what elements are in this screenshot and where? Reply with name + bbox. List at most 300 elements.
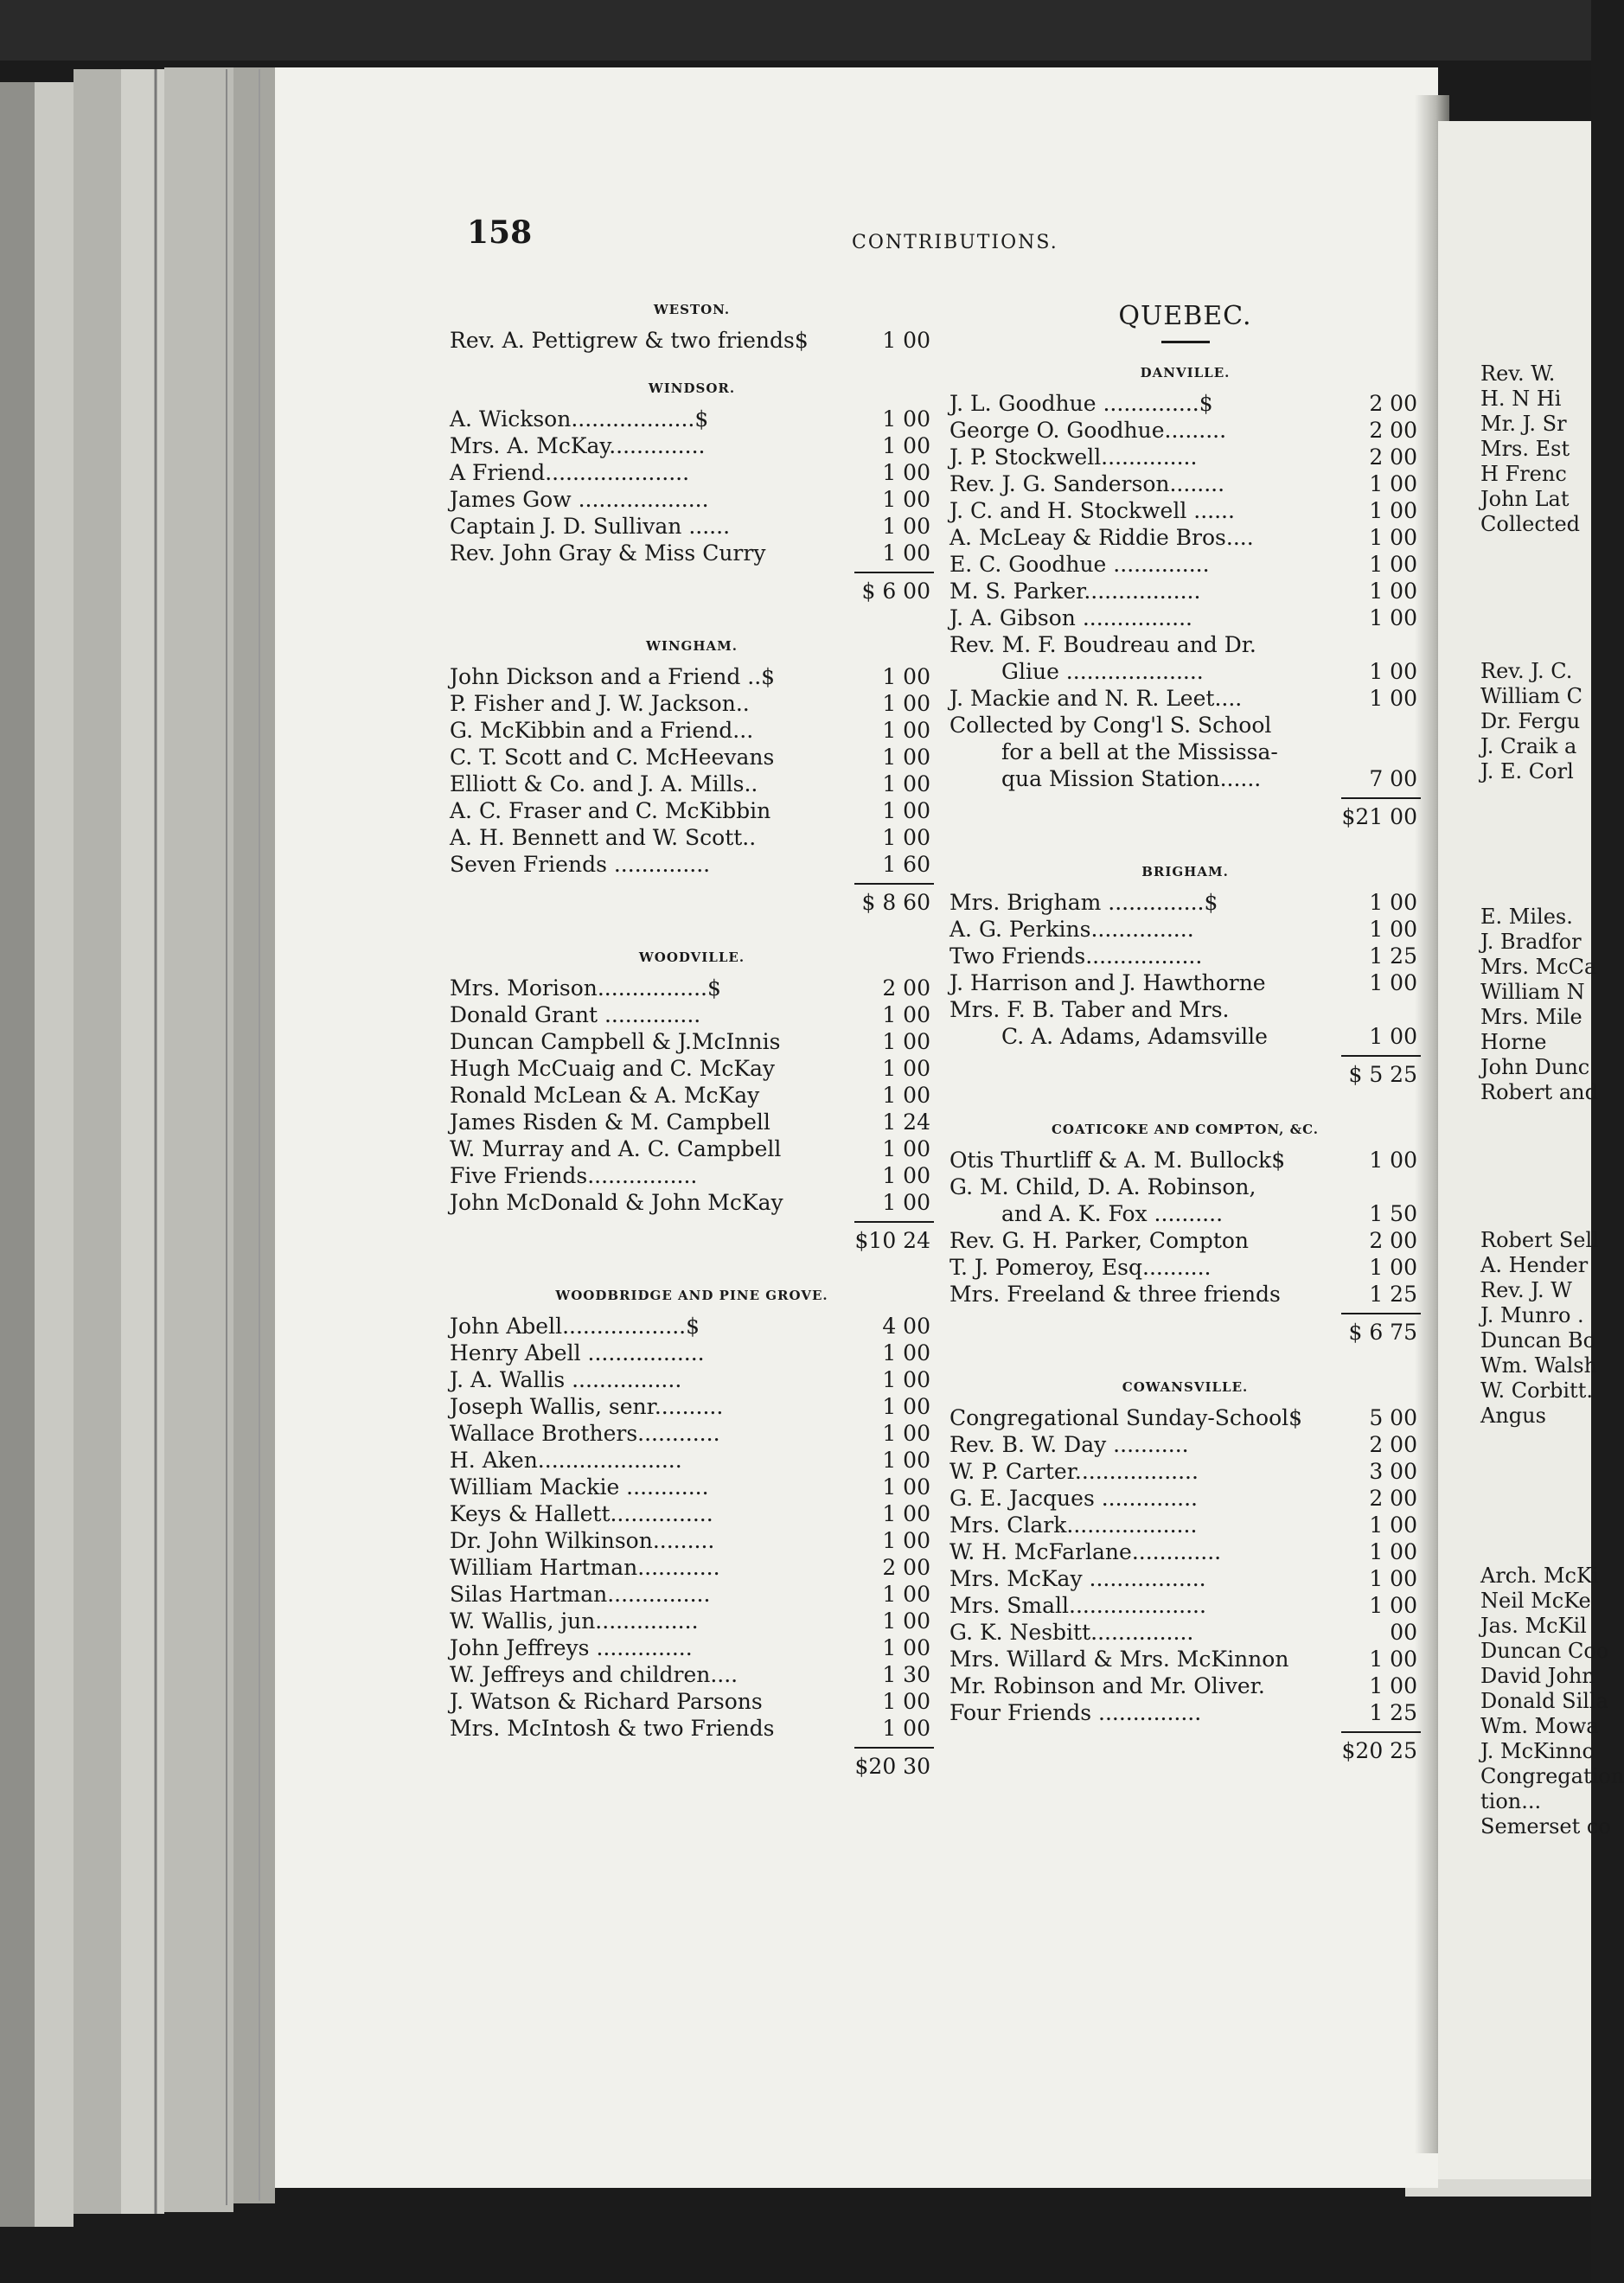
contributor-name: C. A. Adams, Adamsville xyxy=(1001,1024,1268,1049)
contribution-amount: 1 00 xyxy=(882,406,930,432)
section-heading: BRIGHAM. xyxy=(1141,864,1229,879)
contribution-row xyxy=(949,1592,1421,1619)
contributor-name: G. K. Nesbitt............... xyxy=(949,1620,1194,1645)
contribution-amount: 2 00 xyxy=(1369,444,1417,470)
facing-fragment-line: Mr. J. Sr xyxy=(1480,412,1567,436)
facing-fragment-line: J. E. Corl xyxy=(1480,759,1574,783)
contribution-row xyxy=(450,690,934,717)
contributor-name: Five Friends................ xyxy=(450,1163,698,1188)
contribution-row xyxy=(450,975,934,1001)
contribution-row xyxy=(450,327,934,354)
contribution-row xyxy=(949,765,1421,792)
contribution-row xyxy=(949,1619,1421,1646)
contributor-name: Rev. A. Pettigrew & two friends$ xyxy=(450,328,809,353)
facing-fragment-line: Rev. J. C. xyxy=(1480,659,1573,683)
contributor-name: Four Friends ............... xyxy=(949,1700,1202,1725)
contribution-amount: 1 00 xyxy=(882,1056,930,1081)
section-heading: DANVILLE. xyxy=(1140,365,1231,380)
contribution-row xyxy=(450,1393,934,1420)
contributor-name: Mrs. McIntosh & two Friends xyxy=(450,1716,775,1741)
facing-fragment-line: Semerset co xyxy=(1480,1814,1611,1839)
facing-fragment-line: Donald Silla xyxy=(1480,1689,1608,1713)
section-total: $ 6 00 xyxy=(861,579,930,604)
contributor-name: Mrs. McKay ................. xyxy=(949,1566,1206,1591)
contribution-amount: 1 00 xyxy=(1369,1255,1417,1280)
facing-fragment-line: Robert and xyxy=(1480,1080,1598,1104)
contributor-name: George O. Goodhue......... xyxy=(949,418,1227,443)
section-total: $20 30 xyxy=(854,1754,930,1779)
facing-fragment-line: W. Corbitt. xyxy=(1480,1378,1593,1403)
contribution-amount: 1 00 xyxy=(882,487,930,512)
contribution-amount: 2 00 xyxy=(1369,1486,1417,1511)
facing-fragment-line: Arch. McKi xyxy=(1480,1564,1599,1588)
contribution-amount: 1 00 xyxy=(882,1340,930,1365)
contribution-amount: 1 00 xyxy=(882,328,930,353)
right-column xyxy=(949,292,1421,1788)
contribution-row xyxy=(949,497,1421,524)
section-spacer xyxy=(949,1095,1421,1112)
contributor-name: Donald Grant .............. xyxy=(450,1002,701,1027)
contribution-amount: 1 00 xyxy=(1369,1673,1417,1698)
contribution-row xyxy=(949,1431,1421,1458)
facing-fragment-line: Wm. Mowa xyxy=(1480,1714,1599,1738)
contribution-row xyxy=(450,432,934,459)
total-rule xyxy=(854,1747,934,1749)
facing-fragment-line: Horne xyxy=(1480,1030,1547,1054)
contribution-row xyxy=(949,1404,1421,1431)
contribution-row xyxy=(949,524,1421,551)
contribution-row xyxy=(949,444,1421,470)
contribution-row xyxy=(949,1458,1421,1485)
contribution-row xyxy=(949,685,1421,712)
contribution-amount: 1 00 xyxy=(882,1501,930,1526)
contributor-name: Elliott & Co. and J. A. Mills.. xyxy=(450,771,758,796)
contributor-name: James Gow ................... xyxy=(450,487,709,512)
facing-fragment-line: Congregation xyxy=(1480,1764,1624,1788)
section-total: $21 00 xyxy=(1341,804,1417,829)
contribution-row xyxy=(450,1001,934,1028)
running-head: CONTRIBUTIONS. xyxy=(852,232,1058,253)
facing-fragment-line: Mrs. Mile xyxy=(1480,1005,1582,1029)
section-spacer xyxy=(949,1353,1421,1370)
contribution-row xyxy=(450,663,934,690)
section-spacer xyxy=(450,611,934,629)
contribution-amount: 1 00 xyxy=(882,433,930,458)
contributor-name: G. McKibbin and a Friend... xyxy=(450,718,754,743)
facing-fragment-line: E. Miles. xyxy=(1480,905,1573,929)
section-total: $ 6 75 xyxy=(1348,1320,1417,1345)
facing-fragment-line: William N xyxy=(1480,980,1585,1004)
contribution-amount: 1 00 xyxy=(1369,605,1417,630)
contributor-name: Silas Hartman............... xyxy=(450,1582,711,1607)
contribution-amount: 1 00 xyxy=(882,514,930,539)
contribution-row xyxy=(450,1109,934,1135)
contributor-name: A. Wickson..................$ xyxy=(450,406,709,432)
contribution-row xyxy=(450,717,934,744)
section-heading: WOODBRIDGE AND PINE GROVE. xyxy=(555,1288,828,1303)
contribution-amount: 1 00 xyxy=(1369,552,1417,577)
contribution-amount: 1 00 xyxy=(1369,1593,1417,1618)
total-rule xyxy=(1341,1731,1421,1733)
contribution-amount: 1 00 xyxy=(882,460,930,485)
contributor-name: James Risden & M. Campbell xyxy=(450,1110,770,1135)
contributor-name: Mrs. Small.................... xyxy=(949,1593,1206,1618)
facing-fragment-group-4 xyxy=(1480,1228,1599,1429)
contribution-row xyxy=(450,459,934,486)
contribution-amount: 1 00 xyxy=(882,1136,930,1161)
total-rule xyxy=(854,572,934,573)
contributor-name: J. C. and H. Stockwell ...... xyxy=(949,498,1235,523)
contributor-name: J. P. Stockwell.............. xyxy=(949,444,1198,470)
contribution-row xyxy=(450,1688,934,1715)
contributor-name: Mrs. Clark................... xyxy=(949,1512,1198,1538)
contributor-name: Henry Abell ................. xyxy=(450,1340,705,1365)
contribution-row xyxy=(450,540,934,566)
section-heading: WINGHAM. xyxy=(645,638,738,654)
contributor-name: Collected by Cong'l S. School xyxy=(949,713,1272,738)
contribution-amount: 1 00 xyxy=(1369,1512,1417,1538)
contribution-row xyxy=(450,1162,934,1189)
facing-fragment-line: Jas. McKil xyxy=(1480,1614,1587,1638)
total-rule xyxy=(854,1221,934,1223)
contribution-row xyxy=(949,739,1421,765)
contributor-name: Rev. G. H. Parker, Compton xyxy=(949,1228,1250,1253)
contributor-name: A. H. Bennett and W. Scott.. xyxy=(450,825,757,850)
contribution-amount: 1 50 xyxy=(1369,1201,1417,1226)
section-spacer xyxy=(450,1787,934,1804)
contributor-name: Joseph Wallis, senr.......... xyxy=(450,1394,724,1419)
contribution-amount: 2 00 xyxy=(1369,1228,1417,1253)
section-spacer xyxy=(450,1261,934,1278)
contributor-name: Rev. M. F. Boudreau and Dr. xyxy=(949,632,1256,657)
contributor-name: J. Harrison and J. Hawthorne xyxy=(949,970,1266,995)
contribution-amount: 1 60 xyxy=(882,852,930,877)
contributor-name: J. Watson & Richard Parsons xyxy=(450,1689,763,1714)
contribution-amount: 1 00 xyxy=(882,1421,930,1446)
contributor-name: Otis Thurtliff & A. M. Bullock$ xyxy=(949,1148,1286,1173)
contributor-name: Rev. John Gray & Miss Curry xyxy=(450,540,766,566)
facing-fragment-line: A. Hender xyxy=(1480,1253,1589,1277)
contribution-row xyxy=(450,486,934,513)
contribution-amount: 1 00 xyxy=(1369,579,1417,604)
facing-fragment-line: tion... xyxy=(1480,1789,1542,1813)
contribution-amount: 1 00 xyxy=(1369,498,1417,523)
contributor-name: C. T. Scott and C. McHeevans xyxy=(450,745,775,770)
contribution-row xyxy=(450,1581,934,1608)
contributor-name: Wallace Brothers............ xyxy=(450,1421,720,1446)
contribution-row xyxy=(949,1565,1421,1592)
contributor-name: J. A. Wallis ................ xyxy=(450,1367,682,1392)
contribution-amount: 4 00 xyxy=(882,1314,930,1339)
contribution-row xyxy=(450,1634,934,1661)
total-rule xyxy=(1341,1313,1421,1314)
contributor-name: John McDonald & John McKay xyxy=(450,1190,783,1215)
contribution-amount: 1 00 xyxy=(882,745,930,770)
contribution-amount: 1 00 xyxy=(1369,1539,1417,1564)
contributor-name: for a bell at the Mississa- xyxy=(1001,739,1278,764)
facing-fragment-line: Duncan Bo xyxy=(1480,1328,1596,1353)
facing-fragment-group-2 xyxy=(1480,659,1582,784)
contribution-row xyxy=(450,1135,934,1162)
contribution-amount: 1 00 xyxy=(882,1448,930,1473)
contribution-amount: 2 00 xyxy=(1369,1432,1417,1457)
contribution-row xyxy=(949,390,1421,417)
contribution-amount: 1 00 xyxy=(1369,471,1417,496)
contribution-amount: 1 00 xyxy=(882,1394,930,1419)
facing-fragment-line: Collected xyxy=(1480,512,1581,536)
contributor-name: Keys & Hallett............... xyxy=(450,1501,713,1526)
facing-fragment-line: J. Munro . xyxy=(1480,1303,1584,1327)
contribution-amount: 1 25 xyxy=(1369,1700,1417,1725)
contribution-row xyxy=(949,1200,1421,1227)
contribution-amount: 1 30 xyxy=(882,1662,930,1687)
total-rule xyxy=(1341,797,1421,799)
contributor-name: J. Mackie and N. R. Leet.... xyxy=(949,686,1243,711)
contribution-amount: 1 00 xyxy=(882,1474,930,1500)
section-total: $ 5 25 xyxy=(1348,1062,1417,1087)
contribution-row xyxy=(450,1554,934,1581)
contribution-row xyxy=(949,1538,1421,1565)
contribution-row xyxy=(450,1082,934,1109)
contribution-amount: 1 00 xyxy=(1369,970,1417,995)
contribution-row xyxy=(450,1366,934,1393)
contribution-amount: 3 00 xyxy=(1369,1459,1417,1484)
total-rule xyxy=(854,883,934,885)
contribution-amount: 1 00 xyxy=(882,1716,930,1741)
section-heading: WINDSOR. xyxy=(648,380,736,396)
contribution-amount: 1 00 xyxy=(882,691,930,716)
facing-fragment-line: J. Bradfor xyxy=(1480,930,1582,954)
contribution-row xyxy=(450,1420,934,1447)
section-heading: WESTON. xyxy=(653,302,731,317)
contributor-name: Rev. J. G. Sanderson........ xyxy=(949,471,1225,496)
contribution-row xyxy=(450,513,934,540)
section-spacer xyxy=(949,1771,1421,1788)
contribution-row xyxy=(450,1028,934,1055)
contribution-row xyxy=(949,889,1421,916)
facing-fragment-line: H. N Hi xyxy=(1480,387,1562,411)
facing-fragment-line: Rev. J. W xyxy=(1480,1278,1572,1302)
contributor-name: Mrs. Freeland & three friends xyxy=(949,1282,1281,1307)
contributor-name: Mr. Robinson and Mr. Oliver. xyxy=(949,1673,1265,1698)
contribution-amount: 1 00 xyxy=(882,1190,930,1215)
contributor-name: A. C. Fraser and C. McKibbin xyxy=(450,798,771,823)
contribution-row xyxy=(949,1512,1421,1538)
contributor-name: Seven Friends .............. xyxy=(450,852,711,877)
facing-fragment-line: Angus xyxy=(1480,1404,1546,1428)
facing-fragment-group-5 xyxy=(1480,1564,1624,1839)
contribution-amount: 1 00 xyxy=(1369,917,1417,942)
contribution-row xyxy=(450,1447,934,1474)
facing-fragment-line: J. Craik a xyxy=(1480,734,1577,758)
contribution-amount: 7 00 xyxy=(1369,766,1417,791)
contribution-row xyxy=(949,1485,1421,1512)
contribution-amount: 2 00 xyxy=(882,1555,930,1580)
contribution-amount: 1 00 xyxy=(882,540,930,566)
facing-fragment-line: Duncan Coo xyxy=(1480,1639,1609,1663)
contribution-row xyxy=(949,996,1421,1023)
section-spacer xyxy=(450,923,934,940)
contribution-row xyxy=(949,1672,1421,1699)
facing-fragment-line: Neil McKe xyxy=(1480,1589,1591,1613)
contributor-name: P. Fisher and J. W. Jackson.. xyxy=(450,691,750,716)
section-heading: COATICOKE AND COMPTON, &C. xyxy=(1051,1122,1320,1137)
contribution-row xyxy=(450,1500,934,1527)
contribution-row xyxy=(949,417,1421,444)
contributor-name: Captain J. D. Sullivan ...... xyxy=(450,514,731,539)
contribution-amount: 1 00 xyxy=(1369,525,1417,550)
contribution-amount: 1 00 xyxy=(882,718,930,743)
contributor-name: H. Aken..................... xyxy=(450,1448,682,1473)
contribution-row xyxy=(949,969,1421,996)
section-heading: WOODVILLE. xyxy=(638,950,745,965)
facing-fragment-line: J. McKinno xyxy=(1480,1739,1595,1763)
contribution-amount: 1 00 xyxy=(1369,1024,1417,1049)
contributor-name: Mrs. F. B. Taber and Mrs. xyxy=(949,997,1230,1022)
contribution-row xyxy=(949,551,1421,578)
contribution-row xyxy=(949,658,1421,685)
section-spacer xyxy=(949,837,1421,854)
contribution-row xyxy=(450,1474,934,1500)
contribution-row xyxy=(949,943,1421,969)
contribution-row xyxy=(450,406,934,432)
contributor-name: Mrs. Willard & Mrs. McKinnon xyxy=(949,1647,1289,1672)
contribution-amount: 1 00 xyxy=(882,1163,930,1188)
contribution-row xyxy=(949,712,1421,739)
contribution-row xyxy=(949,1023,1421,1050)
contribution-row xyxy=(949,1281,1421,1308)
facing-fragment-line: Dr. Fergu xyxy=(1480,709,1581,733)
contribution-row xyxy=(949,1173,1421,1200)
contribution-row xyxy=(450,797,934,824)
contributor-name: Duncan Campbell & J.McInnis xyxy=(450,1029,781,1054)
contributor-name: John Dickson and a Friend ..$ xyxy=(450,664,776,689)
contributor-name: W. H. McFarlane............. xyxy=(949,1539,1222,1564)
contribution-amount: 1 24 xyxy=(882,1110,930,1135)
contribution-amount: 2 00 xyxy=(1369,418,1417,443)
facing-fragment-line: Mrs. McCa xyxy=(1480,955,1597,979)
facing-fragment-line: Robert Sell xyxy=(1480,1228,1599,1252)
contribution-row xyxy=(949,1254,1421,1281)
contributor-name: Mrs. Morison................$ xyxy=(450,975,721,1001)
contribution-row xyxy=(949,1699,1421,1726)
contributor-name: William Mackie ............ xyxy=(450,1474,709,1500)
contributor-name: qua Mission Station...... xyxy=(1001,766,1262,791)
contribution-row xyxy=(450,744,934,771)
contribution-row xyxy=(949,470,1421,497)
facing-fragment-group-1 xyxy=(1480,361,1580,537)
contributor-name: Rev. B. W. Day ........... xyxy=(949,1432,1189,1457)
contribution-row xyxy=(450,1608,934,1634)
contribution-amount: 1 00 xyxy=(882,1002,930,1027)
contributor-name: A. McLeay & Riddie Bros.... xyxy=(949,525,1254,550)
province-rule xyxy=(1161,341,1210,343)
contribution-row xyxy=(450,851,934,878)
facing-fragment-line: Rev. W. xyxy=(1480,361,1556,386)
total-rule xyxy=(1341,1055,1421,1057)
contribution-amount: 2 00 xyxy=(882,975,930,1001)
contributor-name: E. C. Goodhue .............. xyxy=(949,552,1210,577)
contributor-name: Hugh McCuaig and C. McKay xyxy=(450,1056,776,1081)
contributor-name: W. P. Carter.................. xyxy=(949,1459,1199,1484)
contribution-row xyxy=(450,1661,934,1688)
contributor-name: W. Wallis, jun............... xyxy=(450,1608,699,1634)
facing-fragment-line: John Lat xyxy=(1480,487,1570,511)
contribution-amount: 1 25 xyxy=(1369,943,1417,969)
facing-fragment-line: Wm. Walsh xyxy=(1480,1353,1598,1378)
contribution-row xyxy=(450,1313,934,1340)
contributor-name: G. E. Jacques .............. xyxy=(949,1486,1198,1511)
contribution-amount: 1 00 xyxy=(882,664,930,689)
contributor-name: Two Friends................. xyxy=(949,943,1203,969)
contribution-amount: 2 00 xyxy=(1369,391,1417,416)
contribution-row xyxy=(949,1147,1421,1173)
contribution-amount: 1 00 xyxy=(1369,659,1417,684)
section-total: $10 24 xyxy=(854,1228,930,1253)
contribution-amount: 1 00 xyxy=(1369,890,1417,915)
contributor-name: and A. K. Fox .......... xyxy=(1001,1201,1224,1226)
contribution-amount: 1 00 xyxy=(882,825,930,850)
contributor-name: W. Jeffreys and children.... xyxy=(450,1662,738,1687)
contributor-name: G. M. Child, D. A. Robinson, xyxy=(949,1174,1256,1199)
facing-fragment-line: Mrs. Est xyxy=(1480,437,1570,461)
contributor-name: Mrs. A. McKay.............. xyxy=(450,433,706,458)
contribution-amount: 5 00 xyxy=(1369,1405,1417,1430)
right-sections xyxy=(949,355,1421,1788)
contributor-name: W. Murray and A. C. Campbell xyxy=(450,1136,782,1161)
contribution-amount: 1 00 xyxy=(882,1582,930,1607)
section-total: $20 25 xyxy=(1341,1738,1417,1763)
contributor-name: John Jeffreys .............. xyxy=(450,1635,693,1660)
contribution-amount: 1 00 xyxy=(882,798,930,823)
contribution-amount: 1 00 xyxy=(1369,1566,1417,1591)
contribution-row xyxy=(949,1646,1421,1672)
contribution-amount: 1 00 xyxy=(882,771,930,796)
contribution-row xyxy=(450,1340,934,1366)
contribution-row xyxy=(450,1715,934,1742)
contribution-amount: 1 00 xyxy=(1369,686,1417,711)
contributor-name: Mrs. Brigham ..............$ xyxy=(949,890,1218,915)
contribution-amount: 1 00 xyxy=(882,1367,930,1392)
contributor-name: J. A. Gibson ................ xyxy=(949,605,1192,630)
contribution-row xyxy=(450,1527,934,1554)
contributor-name: Ronald McLean & A. McKay xyxy=(450,1083,760,1108)
contributor-name: Dr. John Wilkinson......... xyxy=(450,1528,715,1553)
contribution-row xyxy=(450,824,934,851)
section-spacer xyxy=(450,354,934,371)
contribution-amount: 1 00 xyxy=(882,1083,930,1108)
contribution-row xyxy=(949,916,1421,943)
facing-fragment-line: David John xyxy=(1480,1664,1595,1688)
contributor-name: A. G. Perkins............... xyxy=(949,917,1194,942)
contribution-amount: 1 25 xyxy=(1369,1282,1417,1307)
contribution-row xyxy=(949,631,1421,658)
contribution-amount: 00 xyxy=(1390,1620,1417,1645)
contributor-name: A Friend..................... xyxy=(450,460,690,485)
contribution-amount: 1 00 xyxy=(882,1528,930,1553)
facing-fragment-line: H Frenc xyxy=(1480,462,1567,486)
contributor-name: Congregational Sunday-School$ xyxy=(949,1405,1303,1430)
section-total: $ 8 60 xyxy=(861,890,930,915)
page-number: 158 xyxy=(467,214,533,251)
contribution-row xyxy=(949,578,1421,604)
contributor-name: J. L. Goodhue ..............$ xyxy=(949,391,1213,416)
contribution-row xyxy=(949,1227,1421,1254)
section-heading: COWANSVILLE. xyxy=(1122,1379,1249,1395)
contribution-amount: 1 00 xyxy=(882,1029,930,1054)
facing-fragment-group-3 xyxy=(1480,905,1598,1105)
left-column xyxy=(450,292,934,1804)
